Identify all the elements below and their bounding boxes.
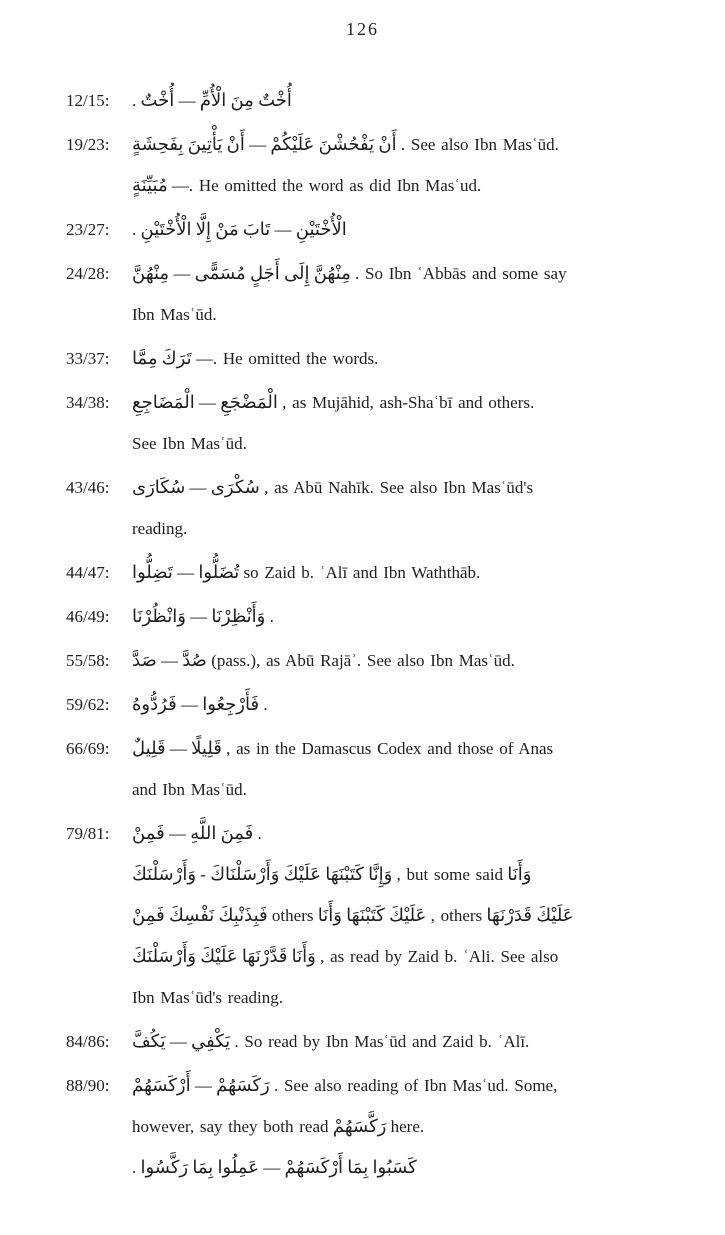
- arabic-text: مِمَّا: [132, 348, 158, 369]
- latin-text: —: [169, 1032, 187, 1051]
- latin-text: reading.: [132, 519, 188, 538]
- entry: [66, 640, 701, 681]
- arabic-text: يَكُفَّ: [132, 1031, 166, 1052]
- latin-text: —: [198, 393, 216, 412]
- verse-ref: 43/46:: [66, 478, 110, 497]
- arabic-text: صُدَّ: [182, 650, 207, 671]
- verse-ref: 44/47:: [66, 563, 110, 582]
- entry-line: [132, 508, 701, 549]
- arabic-text: وَأَنْظِرْنَا: [211, 606, 266, 627]
- arabic-text: قَدَّرْنَهَا: [241, 946, 288, 967]
- page-number: 126: [346, 19, 379, 39]
- arabic-text: قَلِيلٌ: [132, 738, 166, 759]
- arabic-text: مِنْهُنَّ: [132, 263, 170, 284]
- arabic-text: وَأَرْسَلْنَكَ: [132, 946, 197, 967]
- entry-line: [132, 1106, 701, 1147]
- verse-ref: 66/69:: [66, 739, 110, 758]
- entry-line: [66, 728, 701, 769]
- latin-text: (pass.), as Abū Rajāʾ. See also Ibn Masʿūd.: [211, 651, 515, 670]
- verse-ref: 84/86:: [66, 1032, 110, 1051]
- arabic-text: أَنْ: [226, 134, 245, 155]
- arabic-text: بِمَا: [347, 1157, 369, 1178]
- latin-text: —: [249, 135, 267, 154]
- arabic-text: عَلَيْكَ: [200, 946, 238, 967]
- entry-line: [66, 552, 701, 593]
- entry-line: [66, 80, 701, 121]
- entry-line: [66, 1021, 701, 1062]
- arabic-text: مِنْهُنَّ: [313, 263, 351, 284]
- arabic-text: الْمَضْجَعِ: [220, 392, 278, 413]
- arabic-text: سُكَارَى: [132, 477, 186, 498]
- arabic-text: أَجَلٍ: [249, 263, 280, 284]
- arabic-text: فَرُدُّوهُ: [132, 694, 177, 715]
- arabic-text: فَمِنْ: [132, 823, 165, 844]
- arabic-text: الْأُمِّ: [199, 90, 227, 111]
- entry: [66, 1021, 701, 1062]
- latin-text: . So read by Ibn Masʿūd and Zaid b. ʿAlī.: [234, 1032, 530, 1051]
- entry: [66, 338, 701, 379]
- latin-text: —: [177, 563, 195, 582]
- arabic-text: أَرْكَسَهُمْ: [132, 1075, 191, 1096]
- arabic-text: عَلَيْكَ: [536, 905, 574, 926]
- arabic-text: يَكْفِي: [191, 1031, 231, 1052]
- latin-text: .: [132, 91, 137, 110]
- entry-line: [66, 640, 701, 681]
- arabic-text: وَأَنَا: [507, 864, 532, 885]
- latin-text: .: [269, 607, 274, 626]
- entry: [66, 80, 701, 121]
- entry-line: [66, 124, 701, 165]
- entry-line: [66, 253, 701, 294]
- arabic-text: أَرْكَسَهُمْ: [284, 1157, 344, 1178]
- verse-ref: 24/28:: [66, 264, 110, 283]
- arabic-text: فَمِنَ: [220, 823, 254, 844]
- latin-text: —: [274, 220, 292, 239]
- latin-text: Ibn Masʿūd's reading.: [132, 988, 284, 1007]
- entry: [66, 728, 701, 810]
- latin-text: . See also Ibn Masʿūd.: [400, 135, 559, 154]
- latin-text: —: [169, 739, 187, 758]
- entry: [66, 1065, 701, 1188]
- entry-line: [66, 813, 701, 854]
- arabic-text: الْمَضَاجِعِ: [132, 392, 195, 413]
- arabic-text: كَتَبْنَهَا: [346, 905, 385, 926]
- verse-ref: 34/38:: [66, 393, 110, 412]
- latin-text: . So Ibn ʿAbbās and some say: [355, 264, 567, 283]
- entry-line: [132, 1147, 701, 1188]
- verse-ref: 23/27:: [66, 220, 110, 239]
- latin-text: however, say they both read: [132, 1117, 329, 1136]
- latin-text: See Ibn Masʿūd.: [132, 434, 247, 453]
- verse-ref: 55/58:: [66, 651, 110, 670]
- latin-text: —: [160, 651, 178, 670]
- entry-line: [66, 209, 701, 250]
- entry-line: [66, 596, 701, 637]
- entry: [66, 552, 701, 593]
- arabic-text: يَفْحُشْنَ: [318, 134, 375, 155]
- arabic-text: وَأَرْسَلْنَكَ: [132, 864, 197, 885]
- verse-ref: 33/37:: [66, 349, 110, 368]
- latin-text: —: [173, 264, 191, 283]
- latin-text: , as in the Damascus Codex and those of Anas: [226, 739, 554, 758]
- latin-text: —. He omitted the word as did Ibn Masʿud.: [171, 176, 482, 195]
- entry-line: [66, 684, 701, 725]
- latin-text: and Ibn Masʿūd.: [132, 780, 247, 799]
- latin-text: —: [168, 824, 186, 843]
- arabic-text: نَفْسِكَ: [168, 905, 215, 926]
- arabic-text: رَكَّسُوا: [140, 1157, 189, 1178]
- arabic-text: كَسَبُوا: [372, 1157, 417, 1178]
- entry-line: [66, 382, 701, 423]
- latin-text: -: [200, 865, 206, 884]
- latin-text: .: [263, 695, 268, 714]
- arabic-text: وَأَرْسَلْنَاكَ: [210, 864, 280, 885]
- latin-text: —: [180, 695, 198, 714]
- arabic-text: فَبِذَنْبِكَ: [218, 905, 268, 926]
- entry-line: [132, 423, 701, 464]
- entry-line: [132, 769, 701, 810]
- latin-text: —: [263, 1158, 281, 1177]
- entry: [66, 596, 701, 637]
- arabic-text: الْأُخْتَيْنِ: [295, 219, 347, 240]
- arabic-text: عَلَيْكَ: [389, 905, 427, 926]
- entry-line: [132, 895, 701, 936]
- arabic-text: فَأَرْجِعُوا: [202, 694, 260, 715]
- latin-text: .: [132, 220, 137, 239]
- latin-text: —: [178, 91, 196, 110]
- arabic-text: رَكَّسَهُمْ: [332, 1116, 387, 1137]
- arabic-text: كَتَبْنَهَا: [325, 864, 364, 885]
- latin-text: Ibn Masʿūd.: [132, 305, 217, 324]
- arabic-text: مَنْ: [215, 219, 239, 240]
- arabic-text: تَابَ: [242, 219, 271, 240]
- latin-text: . See also reading of Ibn Masʿud. Some,: [273, 1076, 558, 1095]
- entry-line: [66, 338, 701, 379]
- arabic-text: قَدَرْنَهَا: [486, 905, 532, 926]
- arabic-text: اللَّهِ: [190, 823, 217, 844]
- latin-text: .: [132, 1158, 137, 1177]
- latin-text: , but some said: [396, 865, 504, 884]
- entry: [66, 467, 701, 549]
- verse-ref: 59/62:: [66, 695, 110, 714]
- entry: [66, 382, 701, 464]
- arabic-text: بِمَا: [192, 1157, 214, 1178]
- latin-text: , as Abū Nahīk. See also Ibn Masʿūd's: [264, 478, 534, 497]
- entry-line: [66, 1065, 701, 1106]
- latin-text: —. He omitted the words.: [195, 349, 379, 368]
- entry: [66, 684, 701, 725]
- latin-text: others: [271, 906, 314, 925]
- latin-text: , others: [430, 906, 483, 925]
- latin-text: —: [190, 607, 208, 626]
- entry-line: [132, 977, 701, 1018]
- verse-ref: 79/81:: [66, 824, 110, 843]
- arabic-text: إِلَى: [283, 263, 310, 284]
- arabic-text: تَضِلُّوا: [132, 562, 173, 583]
- verse-ref: 19/23:: [66, 135, 110, 154]
- entry: [66, 209, 701, 250]
- latin-text: here.: [390, 1117, 425, 1136]
- entry-line: [132, 854, 701, 895]
- entry: [66, 813, 701, 1018]
- arabic-text: إِلَّا: [195, 219, 211, 240]
- arabic-text: عَلَيْكُمْ: [270, 134, 315, 155]
- entry-line: [66, 467, 701, 508]
- latin-text: , as read by Zaid b. ʿAli. See also: [320, 947, 559, 966]
- arabic-text: يَأْتِينَ: [187, 134, 223, 155]
- arabic-text: عَلَيْكَ: [283, 864, 321, 885]
- arabic-text: وَأَنَا: [317, 905, 342, 926]
- arabic-text: الْأُخْتَيْنِ: [140, 219, 192, 240]
- entry: [66, 253, 701, 335]
- arabic-text: مِنَ: [230, 90, 254, 111]
- arabic-text: وَإِنَّا: [368, 864, 393, 885]
- arabic-text: تَرَكَ: [161, 348, 192, 369]
- arabic-text: بِفَحِشَةٍ: [132, 134, 184, 155]
- arabic-text: وَانْظُرْنَا: [132, 606, 186, 627]
- latin-text: , as Mujāhid, ash-Shaʿbī and others.: [282, 393, 535, 412]
- arabic-text: فَمِنْ: [132, 905, 165, 926]
- arabic-text: رَكَسَهُمْ: [216, 1075, 270, 1096]
- arabic-text: سُكْرَى: [210, 477, 260, 498]
- arabic-text: أَنْ: [378, 134, 397, 155]
- latin-text: —: [194, 1076, 212, 1095]
- entry: [66, 124, 701, 206]
- arabic-text: مُبَيِّنَةٍ: [132, 175, 168, 196]
- arabic-text: صَدَّ: [132, 650, 157, 671]
- arabic-text: أُخْتٌ: [140, 90, 175, 111]
- entry-line: [132, 294, 701, 335]
- entries-list: [0, 80, 725, 1188]
- arabic-text: تُضَلُّوا: [198, 562, 240, 583]
- latin-text: so Zaid b. ʿAlī and Ibn Waththāb.: [243, 563, 481, 582]
- entry-line: [132, 165, 701, 206]
- verse-ref: 88/90:: [66, 1076, 110, 1095]
- verse-ref: 46/49:: [66, 607, 110, 626]
- entry-line: [132, 936, 701, 977]
- arabic-text: أُخْتٌ: [258, 90, 292, 111]
- arabic-text: قَلِيلًا: [191, 738, 222, 759]
- latin-text: —: [189, 478, 207, 497]
- arabic-text: وَأَنَا: [291, 946, 316, 967]
- arabic-text: عَمِلُوا: [217, 1157, 259, 1178]
- verse-ref: 12/15:: [66, 91, 110, 110]
- arabic-text: مُسَمًّى: [194, 263, 246, 284]
- latin-text: .: [257, 824, 262, 843]
